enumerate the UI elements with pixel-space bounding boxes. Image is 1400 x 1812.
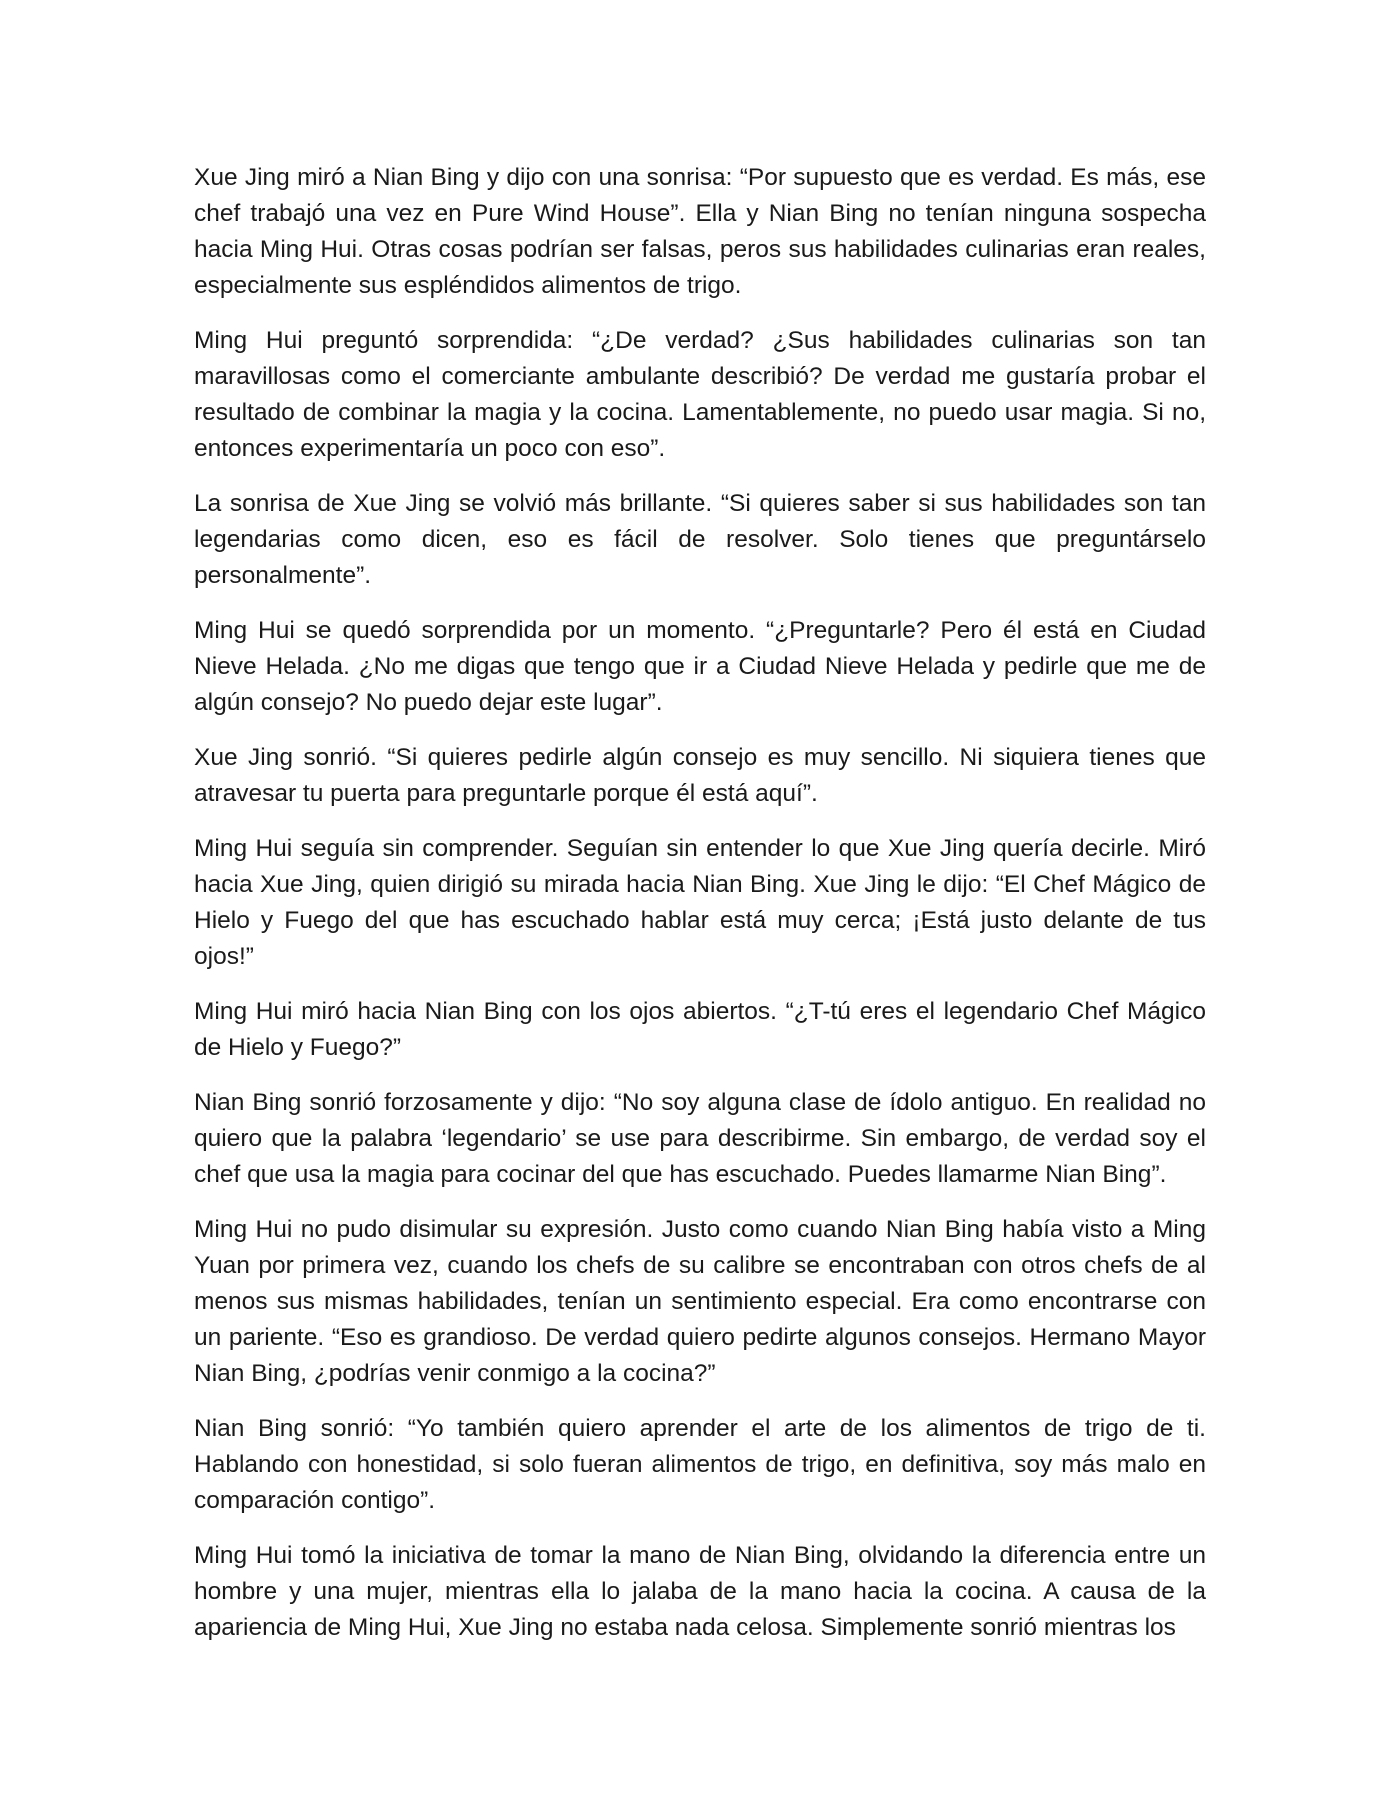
paragraph-7: Ming Hui miró hacia Nian Bing con los ojos abiertos. “¿T-tú eres el legendario Chef Mágico de Hielo y Fuego?” bbox=[194, 998, 1206, 1061]
paragraph-8: Nian Bing sonrió forzosamente y dijo: “No soy alguna clase de ídolo antiguo. En realidad no quiero que la palabra ‘legendario’ se use para describirme. Sin embargo, de verdad soy el chef que usa la magia para cocinar del que has escuchado. Puedes llamarme Nian Bing”. bbox=[194, 1089, 1206, 1188]
paragraph-6: Ming Hui seguía sin comprender. Seguían sin entender lo que Xue Jing quería decirle. Miró hacia Xue Jing, quien dirigió su mirada hacia Nian Bing. Xue Jing le dijo: “El Chef Mágico de Hielo y Fuego del que has escuchado hablar está muy cerca; ¡Está justo delante de tus ojos!” bbox=[194, 835, 1206, 970]
document-page bbox=[194, 160, 1206, 1665]
paragraph-10: Nian Bing sonrió: “Yo también quiero aprender el arte de los alimentos de trigo de ti. Hablando con honestidad, si solo fueran alimentos de trigo, en definitiva, soy más malo en comparación contigo”. bbox=[194, 1415, 1206, 1514]
paragraph-11: Ming Hui tomó la iniciativa de tomar la mano de Nian Bing, olvidando la diferencia entre un hombre y una mujer, mientras ella lo jalaba de la mano hacia la cocina. A causa de la apariencia de Ming Hui, Xue Jing no estaba nada celosa. Simplemente sonrió mientras los bbox=[194, 1542, 1206, 1641]
paragraph-9: Ming Hui no pudo disimular su expresión. Justo como cuando Nian Bing había visto a Ming Yuan por primera vez, cuando los chefs de su calibre se encontraban con otros chefs de al menos sus mismas habilidades, tenían un sentimiento especial. Era como encontrarse con un pariente. “Eso es grandioso. De verdad quiero pedirte algunos consejos. Hermano Mayor Nian Bing, ¿podrías venir conmigo a la cocina?” bbox=[194, 1216, 1206, 1387]
paragraph-4: Ming Hui se quedó sorprendida por un momento. “¿Preguntarle? Pero él está en Ciudad Nieve Helada. ¿No me digas que tengo que ir a Ciudad Nieve Helada y pedirle que me de algún consejo? No puedo dejar este lugar”. bbox=[194, 617, 1206, 716]
paragraph-5: Xue Jing sonrió. “Si quieres pedirle algún consejo es muy sencillo. Ni siquiera tienes que atravesar tu puerta para preguntarle porque él está aquí”. bbox=[194, 744, 1206, 807]
paragraph-2: Ming Hui preguntó sorprendida: “¿De verdad? ¿Sus habilidades culinarias son tan maravillosas como el comerciante ambulante describió? De verdad me gustaría probar el resultado de combinar la magia y la cocina. Lamentablemente, no puedo usar magia. Si no, entonces experimentaría un poco con eso”. bbox=[194, 327, 1206, 462]
paragraph-1: Xue Jing miró a Nian Bing y dijo con una sonrisa: “Por supuesto que es verdad. Es más, ese chef trabajó una vez en Pure Wind House”. Ella y Nian Bing no tenían ninguna sospecha hacia Ming Hui. Otras cosas podrían ser falsas, peros sus habilidades culinarias eran reales, especialmente sus espléndidos alimentos de trigo. bbox=[194, 164, 1206, 299]
paragraph-3: La sonrisa de Xue Jing se volvió más brillante. “Si quieres saber si sus habilidades son tan legendarias como dicen, eso es fácil de resolver. Solo tienes que preguntárselo personalmente”. bbox=[194, 490, 1206, 589]
